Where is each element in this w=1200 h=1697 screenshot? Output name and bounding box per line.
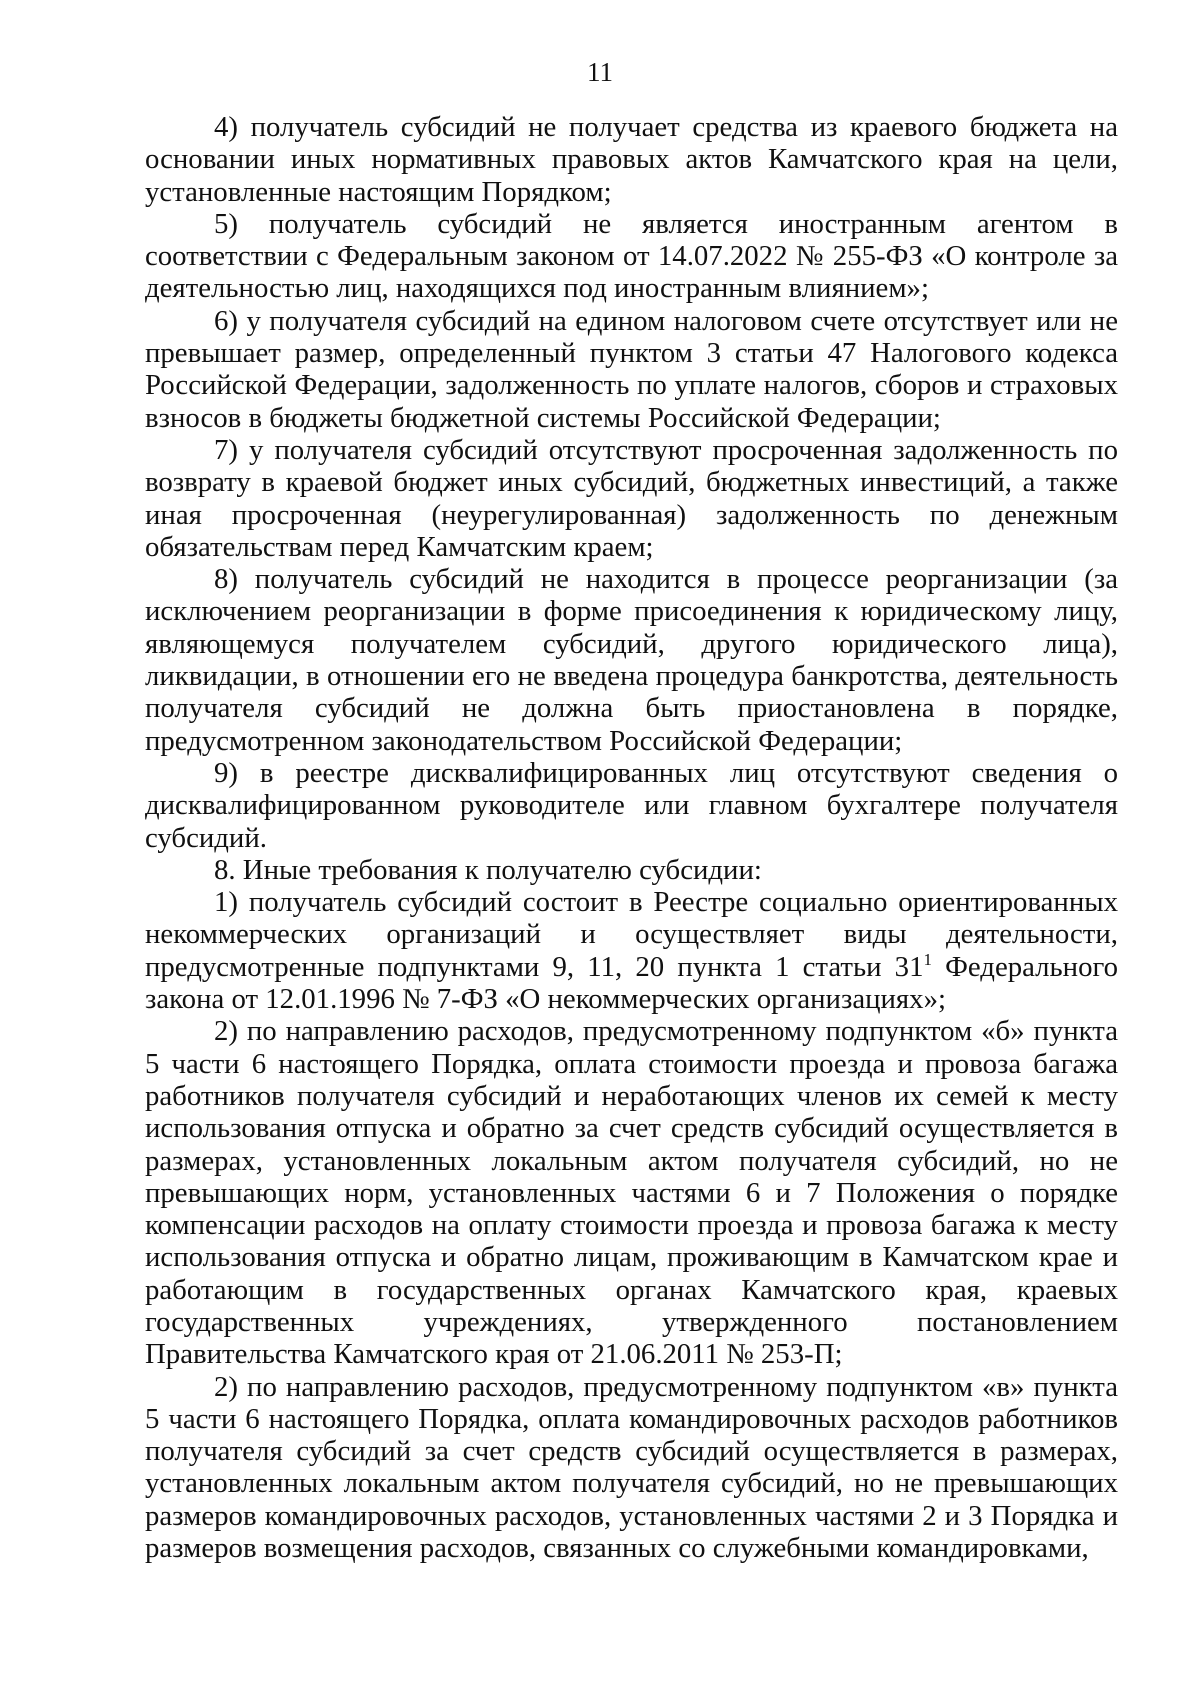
paragraph-item-4: 4) получатель субсидий не получает средства из краевого бюджета на основании иных нормативных правовых актов Камчатского края на цели, установленные настоящим Порядком; [145,111,1118,208]
requirement-item-2-travel: 2) по направлению расходов, предусмотренному подпунктом «б» пункта 5 части 6 настоящего Порядка, оплата стоимости проезда и провоза багажа работников получателя субсидий и неработающих членов их семей к месту использования отпуска и обратно за счет средств субсидий осуществляется в размерах, установленных локальным актом получателя субсидий, но не превышающих норм, установленных частями 6 и 7 Положения о порядке компенсации расходов на оплату стоимости проезда и провоза багажа к месту использования отпуска и обратно лицам, проживающим в Камчатском крае и работающим в государственных органах Камчатского края, краевых государственных учреждениях, утвержденного постановлением Правительства Камчатского края от 21.06.2011 № 253-П; [145,1015,1118,1371]
paragraph-item-5: 5) получатель субсидий не является иностранным агентом в соответствии с Федеральным законом от 14.07.2022 № 255-ФЗ «О контроле за деятельностью лиц, находящихся под иностранным влиянием»; [145,207,1118,305]
page-number: 11 [587,57,613,87]
paragraph-item-6: 6) у получателя субсидий на едином налоговом счете отсутствует или не превышает размер, определенный пунктом 3 статьи 47 Налогового кодекса Российской Федерации, задолженность по уплате налогов, сборов и страховых взносов в бюджеты бюджетной системы Российской Федерации; [145,304,1118,434]
requirement-item-1-text: 1) получатель субсидий состоит в Реестре социально ориентированных некоммерческих организаций и осуществляет виды деятельности, предусмотренные подпунктами 9, 11, 20 пункта 1 статьи 31 [145,886,1118,983]
paragraph-item-8: 8) получатель субсидий не находится в процессе реорганизации (за исключением реорганизации в форме присоединения к юридическому лицу, являющемуся получателем субсидий, другого юридического лица), ликвидации, в отношении его не введена процедура банкротства, деятельность получателя субсидий не должна быть приостановлена в порядке, предусмотренном законодательством Российской Федерации; [145,563,1118,757]
section-8-heading: 8. Иные требования к получателю субсидии: [214,853,762,886]
requirement-item-1-text-end: Федерального закона от 12.01.1996 № 7-ФЗ «О некоммерческих организациях»; [145,950,1118,1016]
paragraph-item-7: 7) у получателя субсидий отсутствуют просроченная задолженность по возврату в краевой бюджет иных субсидий, бюджетных инвестиций, а также иная просроченная (неурегулированная) задолженность по денежным обязательствам перед Камчатским краем; [145,433,1118,563]
paragraph-item-9: 9) в реестре дисквалифицированных лиц отсутствуют сведения о дисквалифицированном руководителе или главном бухгалтере получателя субсидий. [145,756,1118,854]
requirement-item-2-business-trips: 2) по направлению расходов, предусмотренному подпунктом «в» пункта 5 части 6 настоящего Порядка, оплата командировочных расходов работников получателя субсидий за счет средств субсидий осуществляется в размерах, установленных локальным актом получателя субсидий, но не превышающих размеров командировочных расходов, установленных частями 2 и 3 Порядка и размеров возмещения расходов, связанных со служебными командировками, [145,1370,1118,1565]
article-superscript: 1 [923,949,932,969]
document-body [145,111,1118,1564]
requirement-item-1 [145,886,1118,1015]
